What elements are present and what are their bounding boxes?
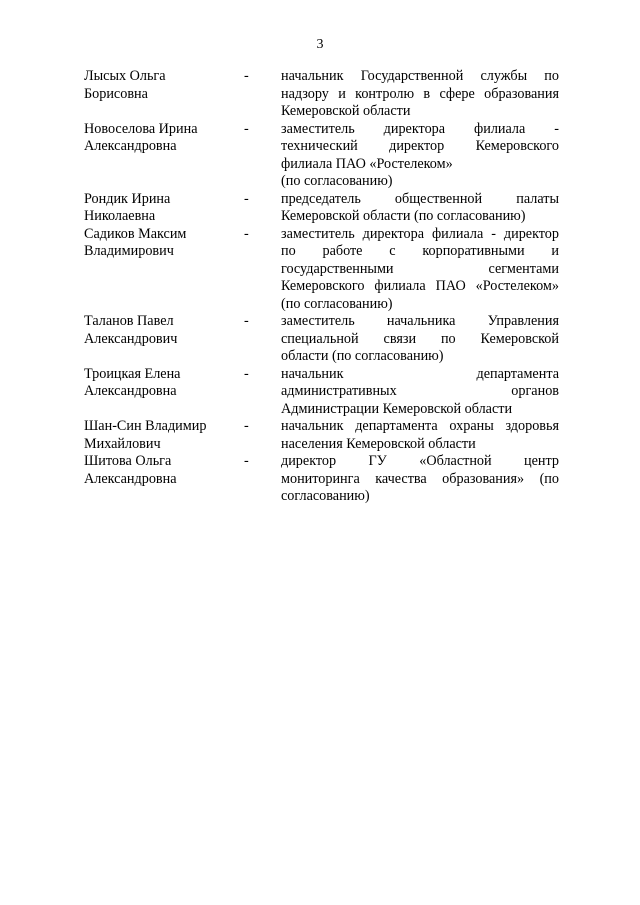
position-line: начальник департамента охраны здоровья <box>281 418 559 434</box>
member-name <box>84 68 244 103</box>
position-line: заместитель начальника Управления <box>281 313 559 329</box>
member-name <box>84 191 244 226</box>
list-entry <box>84 313 559 366</box>
name-line: Александровна <box>84 470 177 487</box>
position-line: Кемеровского филиала ПАО «Ростелеком» <box>281 278 559 294</box>
position-line: по работе с корпоративными и <box>281 243 559 259</box>
name-line: Александровна <box>84 383 177 399</box>
position-line: филиала ПАО «Ростелеком» <box>281 155 453 172</box>
position-line: заместитель директора филиала - <box>281 120 559 137</box>
list-entry <box>84 453 559 506</box>
position-line: начальник департамента <box>281 365 559 382</box>
position-line: Кемеровской области (по согласованию) <box>281 208 526 224</box>
position-line: технический директор Кемеровского <box>281 138 559 154</box>
member-position <box>281 418 559 453</box>
name-line: Рондик Ирина <box>84 190 171 207</box>
separator-dash: - <box>244 68 249 84</box>
position-line: населения Кемеровской области <box>281 435 476 452</box>
position-line: административных органов <box>281 383 559 399</box>
separator-dash: - <box>244 313 249 329</box>
name-line: Шан-Син Владимир <box>84 418 207 434</box>
name-line: Михайлович <box>84 435 161 452</box>
name-line: Николаевна <box>84 208 156 224</box>
position-line: специальной связи по Кемеровской <box>281 330 559 347</box>
member-list <box>84 68 559 506</box>
name-line: Шитова Ольга <box>84 453 172 469</box>
member-name <box>84 453 244 488</box>
position-line: согласованию) <box>281 488 370 504</box>
position-line: области (по согласованию) <box>281 348 444 364</box>
separator-dash: - <box>244 365 249 382</box>
separator-dash: - <box>244 453 249 469</box>
position-line: (по согласованию) <box>281 173 393 189</box>
position-line: надзору и контролю в сфере образования <box>281 85 559 102</box>
list-entry <box>84 366 559 419</box>
separator-dash: - <box>244 120 249 137</box>
member-position <box>281 191 559 226</box>
member-position <box>281 366 559 419</box>
member-name <box>84 418 244 453</box>
name-line: Александрович <box>84 330 178 347</box>
position-line: государственными сегментами <box>281 260 559 277</box>
member-position <box>281 313 559 366</box>
list-entry <box>84 68 559 121</box>
name-line: Таланов Павел <box>84 313 174 329</box>
name-line: Лысых Ольга <box>84 68 166 84</box>
member-name <box>84 313 244 348</box>
position-line: заместитель директора филиала - директор <box>281 225 559 242</box>
member-position <box>281 453 559 506</box>
member-name <box>84 366 244 401</box>
name-line: Новоселова Ирина <box>84 120 198 137</box>
member-name <box>84 226 244 261</box>
position-line: мониторинга качества образования» (по <box>281 470 559 487</box>
name-line: Александровна <box>84 138 177 154</box>
separator-dash: - <box>244 418 249 434</box>
list-entry <box>84 418 559 453</box>
position-line: Администрации Кемеровской области <box>281 400 513 417</box>
position-line: Кемеровской области <box>281 103 411 119</box>
member-position <box>281 121 559 191</box>
position-line: (по согласованию) <box>281 295 393 312</box>
list-entry <box>84 226 559 314</box>
member-position <box>281 68 559 121</box>
position-line: директор ГУ «Областной центр <box>281 453 559 469</box>
position-line: начальник Государственной службы по <box>281 68 559 84</box>
name-line: Борисовна <box>84 85 148 102</box>
list-entry <box>84 191 559 226</box>
list-entry <box>84 121 559 191</box>
name-line: Троицкая Елена <box>84 365 181 382</box>
name-line: Садиков Максим <box>84 225 187 242</box>
separator-dash: - <box>244 190 249 207</box>
name-line: Владимирович <box>84 243 174 259</box>
position-line: председатель общественной палаты <box>281 190 559 207</box>
member-name <box>84 121 244 156</box>
member-position <box>281 226 559 314</box>
page-number: 3 <box>316 37 324 52</box>
separator-dash: - <box>244 225 249 242</box>
